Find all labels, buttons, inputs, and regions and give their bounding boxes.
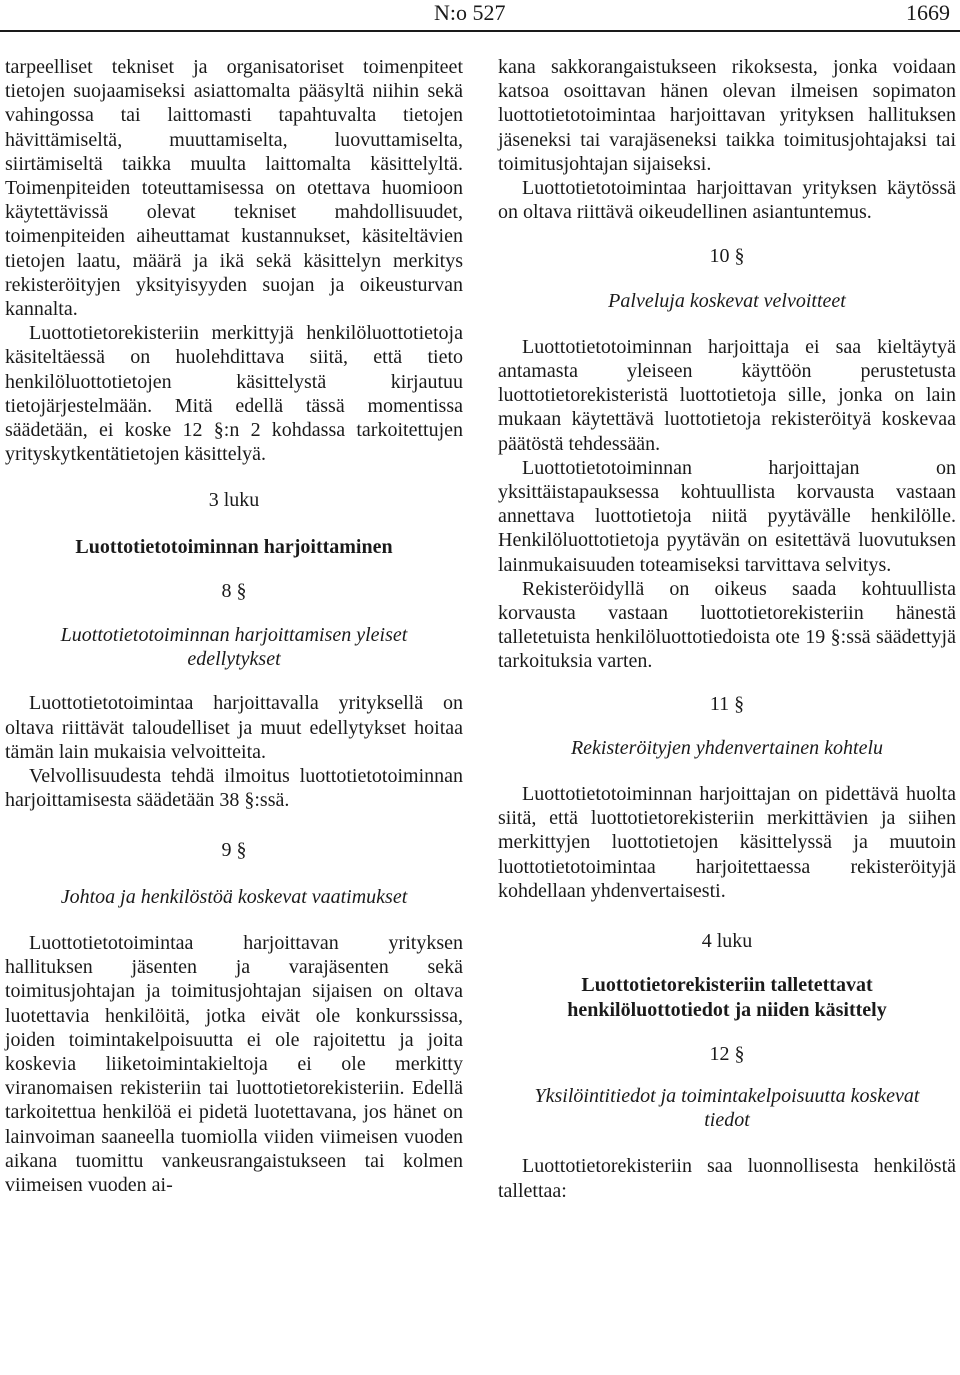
left-column [5, 55, 463, 1197]
paragraph: Luottotietorekisteriin saa luonnollisesta henkilöstä tallettaa: [498, 1155, 956, 1202]
page-header [0, 0, 960, 30]
issue-number: N:o 527 [434, 0, 506, 25]
header-rule [0, 30, 960, 32]
paragraph: Velvollisuudesta tehdä ilmoitus luottotietotoiminnan harjoittamisesta säädetään 38 §:ssä. [5, 765, 463, 812]
paragraph: Luottotietotoiminnan harjoittajan on yksittäistapauksessa kohtuullista korvausta vastaan annettava luottotietoja niitä pyytävälle henkilölle. Henkilöluottotietoja pyytävän on esitettävä luovutuksen lainmukaisuuden toteamiseksi tarvittava selvitys. [498, 456, 956, 576]
section-title: Palveluja koskevat velvoitteet [608, 289, 846, 312]
chapter-title: Luottotietotoiminnan harjoittaminen [75, 535, 393, 558]
section-title: Luottotietotoiminnan harjoittamisen yleiset edellytykset [60, 624, 408, 671]
chapter-heading: 3 luku [208, 489, 260, 512]
page-number: 1669 [906, 0, 950, 25]
section-title: Rekisteröityjen yhdenvertainen kohtelu [570, 736, 884, 759]
paragraph: Luottotietotoimintaa harjoittavan yrityksen hallituksen jäsenten ja varajäsenten sekä toimitusjohtajan ja toimitusjohtajan sijaisen on oltava luotettavia henkilöitä, jotka eivät ole konkurssissa, joiden toimintakelpoisuutta ei ole rajoitettu ja joita koskevia liiketoimintakieltoja ei ole merkitty viranomaisen rekisteriin tai luottotietorekisteriin. Edellä tarkoitettua henkilöä ei pidetä luotettavana, jos hänet on lainvoiman saaneella tuomiolla viiden viimeisen vuoden aikana tuomittu vankeusrangaistukseen tai kolmen viimeisen vuoden ai- [5, 931, 463, 1196]
chapter-heading: 4 luku [701, 930, 753, 953]
section-number: 8 § [221, 579, 247, 602]
paragraph: Luottotietotoiminnan harjoittaja ei saa kieltäytyä antamasta yleiseen käyttöön perustetusta luottotietorekisteristä luottotietoja sille, jonka on lain mukaan käytettävä luottotietoja rekisteröityä koskevaa päätöstä tehdessään. [498, 335, 956, 455]
section-number: 11 § [709, 692, 745, 715]
paragraph: Rekisteröidyllä on oikeus saada kohtuullista korvausta vastaan luottotietorekisteriin hänestä talletetuista henkilöluottotiedoista ote 19 §:ssä säädettyjä tarkoituksia varten. [498, 577, 956, 673]
paragraph: Luottotietotoimintaa harjoittavan yrityksen käytössä on oltava riittävä oikeudellinen asiantuntemus. [498, 177, 956, 224]
paragraph: Luottotietotoimintaa harjoittavalla yrityksellä on oltava riittävät taloudelliset ja muut edellytykset hoitaa tämän lain mukaisia velvoitteita. [5, 692, 463, 763]
section-title: Johtoa ja henkilöstöä koskevat vaatimukset [60, 885, 408, 908]
section-number: 12 § [709, 1042, 745, 1065]
section-number: 10 § [709, 245, 745, 268]
paragraph: kana sakkorangaistukseen rikoksesta, jonka voidaan katsoa osoittavan hänen olevan ilmeisen sopimaton luottotietotoimintaa harjoittavan yrityksen hallituksen jäseneksi tai varajäseneksi taikka toimitusjohtajaksi tai toimitusjohtajan sijaiseksi. [498, 56, 956, 175]
chapter-title: Luottotietorekisteriin talletettavat henkilöluottotiedot ja niiden käsittely [567, 974, 887, 1021]
right-column [498, 55, 956, 1203]
paragraph: tarpeelliset tekniset ja organisatoriset toimenpiteet tietojen suojaamiseksi asiattomalta pääsyltä niihin sekä vahingossa tai laittomasti tapahtuvalta tietojen hävittämiseltä, muuttamiselta, luovuttamiselta, siirtämiseltä taikka muulta laittomalta käsittelyltä. Toimenpiteiden toteuttamisessa on otettava huomioon käytettävissä olevat tekniset mahdollisuudet, toimenpiteiden aiheuttamat kustannukset, käsiteltävien tietojen laatu, määrä ja ikä sekä käsittelyn merkitys rekisteröityjen yksityisyyden suojan ja oikeusturvan kannalta. [5, 56, 463, 321]
section-number: 9 § [221, 839, 247, 862]
paragraph: Luottotietotoiminnan harjoittajan on pidettävä huolta siitä, että luottotietorekisteriin merkittävien ja siihen merkittyjen luottotietojen käsittelyssä ja muutoin luottotietotoimintaa harjoitettaessa rekisteröityjä kohdellaan yhdenvertaisesti. [498, 783, 956, 902]
section-title: Yksilöintitiedot ja toimintakelpoisuutta koskevat tiedot [534, 1084, 920, 1132]
paragraph: Luottotietorekisteriin merkittyjä henkilöluottotietoja käsiteltäessä on huolehdittava siitä, että tieto henkilöluottotietojen käsittelystä kirjautuu tietojärjestelmään. Mitä edellä tässä momentissa säädetään, ei koske 12 §:n 2 kohdassa tarkoitettujen yrityskytkentätietojen käsittelyä. [5, 322, 463, 466]
